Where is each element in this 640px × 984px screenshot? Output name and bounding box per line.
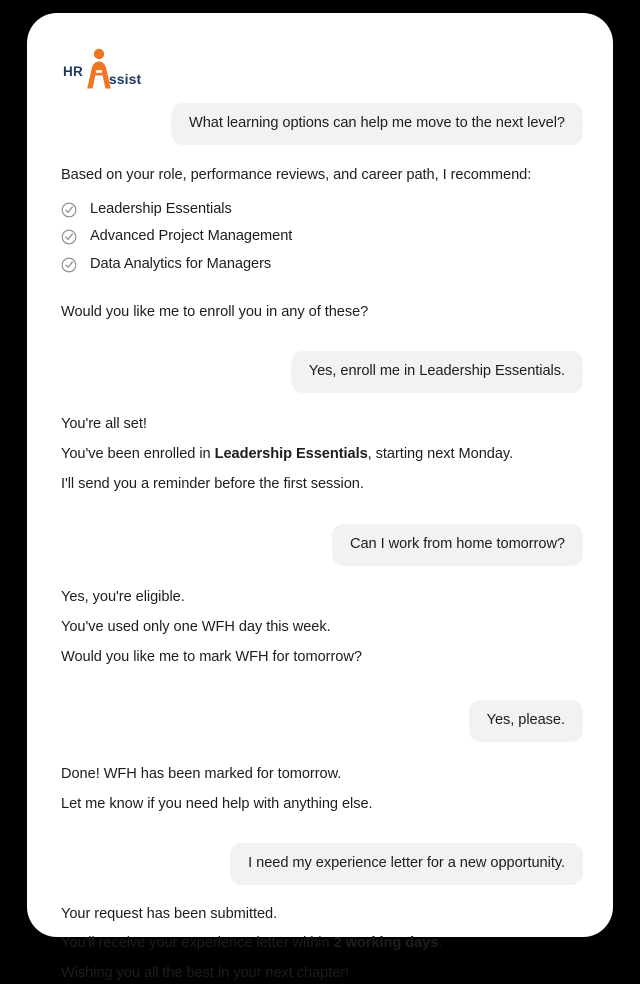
enrollment-line-2 — [61, 445, 513, 465]
wfh-line-1: Yes, you're eligible. — [61, 589, 185, 606]
chat-thread — [27, 13, 613, 982]
message-row-user — [61, 351, 583, 393]
enrollment-line-1: You're all set! — [61, 416, 147, 433]
logo-prefix-text: HR — [63, 63, 83, 79]
letter-turnaround-time: 2 working days — [333, 935, 439, 952]
list-item[interactable] — [61, 227, 531, 247]
spacer — [61, 275, 583, 303]
message-row-bot — [61, 303, 583, 323]
spacer — [61, 494, 583, 524]
bot-message-enrollment-confirmation — [61, 415, 513, 494]
message-row-bot — [61, 905, 583, 984]
letter-line-3: Wishing you all the best in your next chapter! — [61, 965, 350, 982]
bot-message-recommendations — [61, 166, 531, 275]
user-message-bubble[interactable]: What learning options can help me move to the next level? — [171, 103, 583, 145]
wfh-confirm-line-1: Done! WFH has been marked for tomorrow. — [61, 766, 342, 783]
user-message-bubble[interactable]: Yes, enroll me in Leadership Essentials. — [291, 351, 583, 393]
message-row-user — [61, 103, 583, 145]
logo-suffix-text: ssist — [108, 71, 142, 87]
bot-followup-text: Would you like me to enroll you in any of these? — [61, 303, 369, 320]
letter-line-2 — [61, 934, 442, 954]
user-message-bubble[interactable]: Can I work from home tomorrow? — [332, 524, 583, 566]
message-row-bot — [61, 765, 583, 814]
spacer — [61, 393, 583, 415]
spacer — [61, 566, 583, 588]
bot-intro-text: Based on your role, performance reviews, and career path, I recommend: — [61, 166, 532, 183]
spacer — [61, 815, 583, 843]
enrollment-course-name: Leadership Essentials — [214, 446, 368, 463]
list-item[interactable] — [61, 255, 531, 275]
circle-check-icon — [61, 202, 77, 218]
list-item-label: Advanced Project Management — [90, 228, 293, 245]
wfh-line-3: Would you like me to mark WFH for tomorrow? — [61, 648, 362, 665]
user-message-bubble[interactable]: I need my experience letter for a new opportunity. — [230, 843, 583, 885]
message-row-user — [61, 843, 583, 885]
list-item-label: Leadership Essentials — [90, 200, 232, 217]
wfh-line-2: You've used only one WFH day this week. — [61, 619, 331, 636]
spacer — [61, 742, 583, 765]
letter-line-2-post: . — [438, 935, 443, 952]
bot-message-enroll-prompt — [61, 303, 368, 323]
list-item-label: Data Analytics for Managers — [90, 256, 272, 273]
circle-check-icon — [61, 257, 77, 273]
spacer — [61, 145, 583, 166]
message-row-user — [61, 524, 583, 566]
enrollment-line-3: I'll send you a reminder before the first session. — [61, 475, 364, 492]
chat-card — [27, 13, 613, 982]
spacer — [61, 322, 583, 351]
circle-check-icon — [61, 229, 77, 245]
message-row-user — [61, 700, 583, 742]
bot-message-experience-letter — [61, 905, 442, 984]
spacer — [61, 667, 583, 700]
list-item[interactable] — [61, 200, 531, 220]
enrollment-line-2-post: , starting next Monday. — [367, 446, 514, 463]
bot-message-wfh-eligibility — [61, 588, 362, 667]
letter-line-1: Your request has been submitted. — [61, 905, 278, 922]
wfh-confirm-line-2: Let me know if you need help with anything else. — [61, 796, 373, 813]
bot-message-wfh-confirmation — [61, 765, 373, 814]
enrollment-line-2-pre: You've been enrolled in — [61, 446, 215, 463]
user-message-bubble[interactable]: Yes, please. — [469, 700, 583, 742]
letter-line-2-pre: You'll receive your experience letter within — [61, 935, 334, 952]
message-row-bot — [61, 588, 583, 667]
message-row-bot — [61, 166, 583, 275]
app-logo — [63, 45, 583, 91]
message-row-bot — [61, 415, 583, 494]
spacer — [61, 885, 583, 905]
learning-options-list — [61, 200, 531, 275]
